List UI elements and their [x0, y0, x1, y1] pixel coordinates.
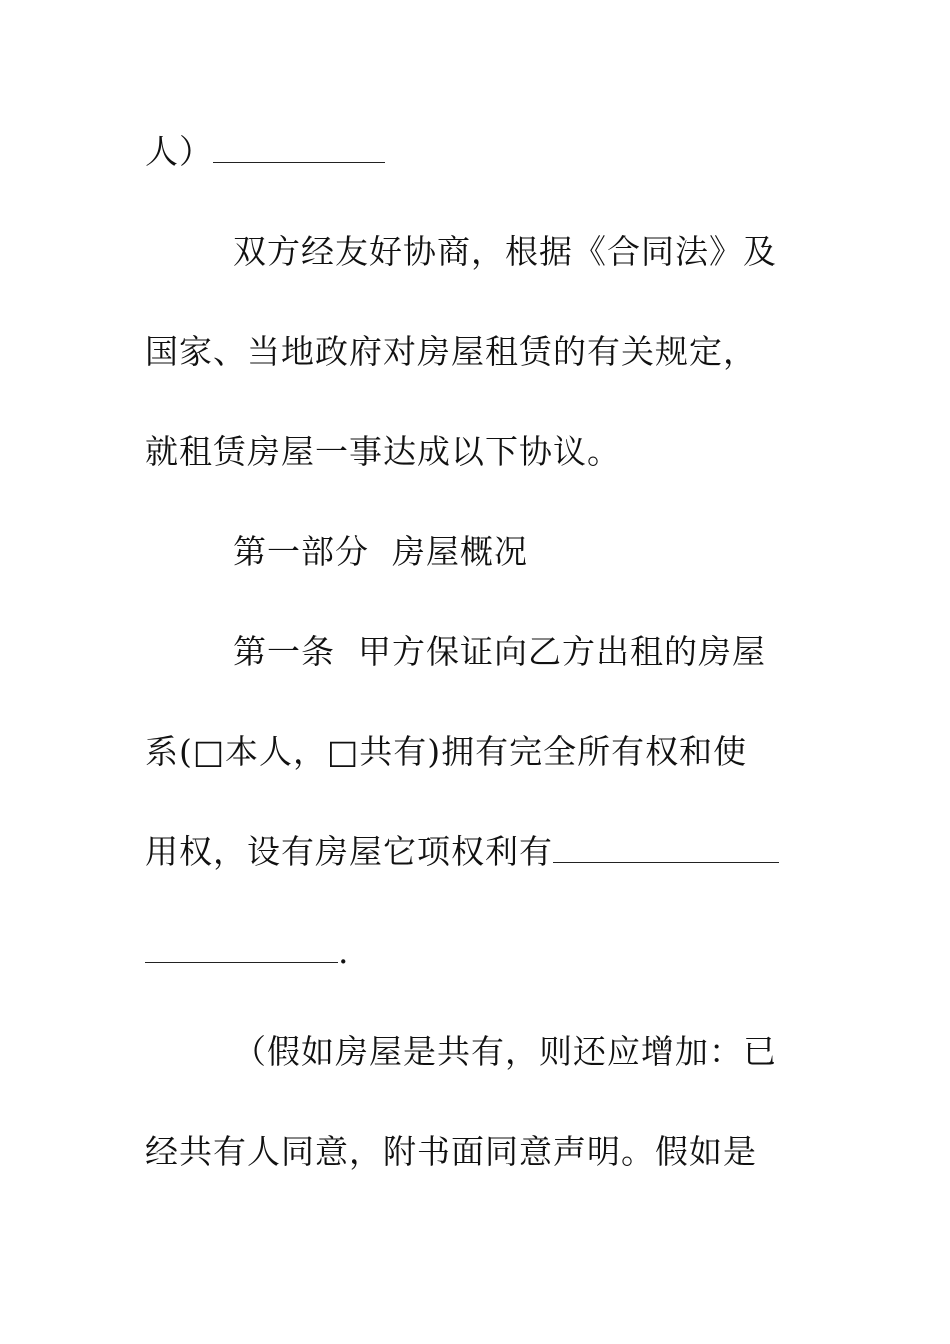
text-line-8: [145, 832, 779, 872]
text-line-8-content: 用权，设有房屋它项权利有: [145, 832, 553, 871]
text-line-10: [233, 1032, 777, 1072]
text-line-2-content: 双方经友好协商，根据《合同法》及: [233, 232, 777, 271]
text-line-11: [145, 1132, 757, 1172]
text-line-6: [233, 632, 766, 672]
text-line-7: [145, 732, 747, 772]
text-line-4: [145, 432, 621, 472]
text-line-2: [233, 232, 777, 272]
fill-in-blank: [553, 836, 779, 863]
text-line-4-content: 就租赁房屋一事达成以下协议。: [145, 432, 621, 471]
text-line-1-content: 人）: [145, 132, 213, 171]
section-heading: [233, 532, 528, 572]
text-line-9: [145, 932, 350, 972]
fill-in-blank: [145, 936, 338, 963]
text-line-3: [145, 332, 757, 372]
section-heading-text: 第一部分 房屋概况: [233, 532, 528, 571]
text-line-6-content: 第一条 甲方保证向乙方出租的房屋: [233, 632, 766, 671]
text-line-1: [145, 132, 385, 172]
text-line-3-content: 国家、当地政府对房屋租赁的有关规定，: [145, 332, 757, 371]
fill-in-blank: [213, 136, 385, 163]
text-line-11-content: 经共有人同意，附书面同意声明。假如是: [145, 1132, 757, 1171]
text-line-7-content: 系(□本人，□共有)拥有完全所有权和使: [145, 732, 748, 771]
text-line-10-content: （假如房屋是共有，则还应增加：已: [233, 1032, 777, 1071]
text-line-9-content: .: [338, 932, 350, 971]
